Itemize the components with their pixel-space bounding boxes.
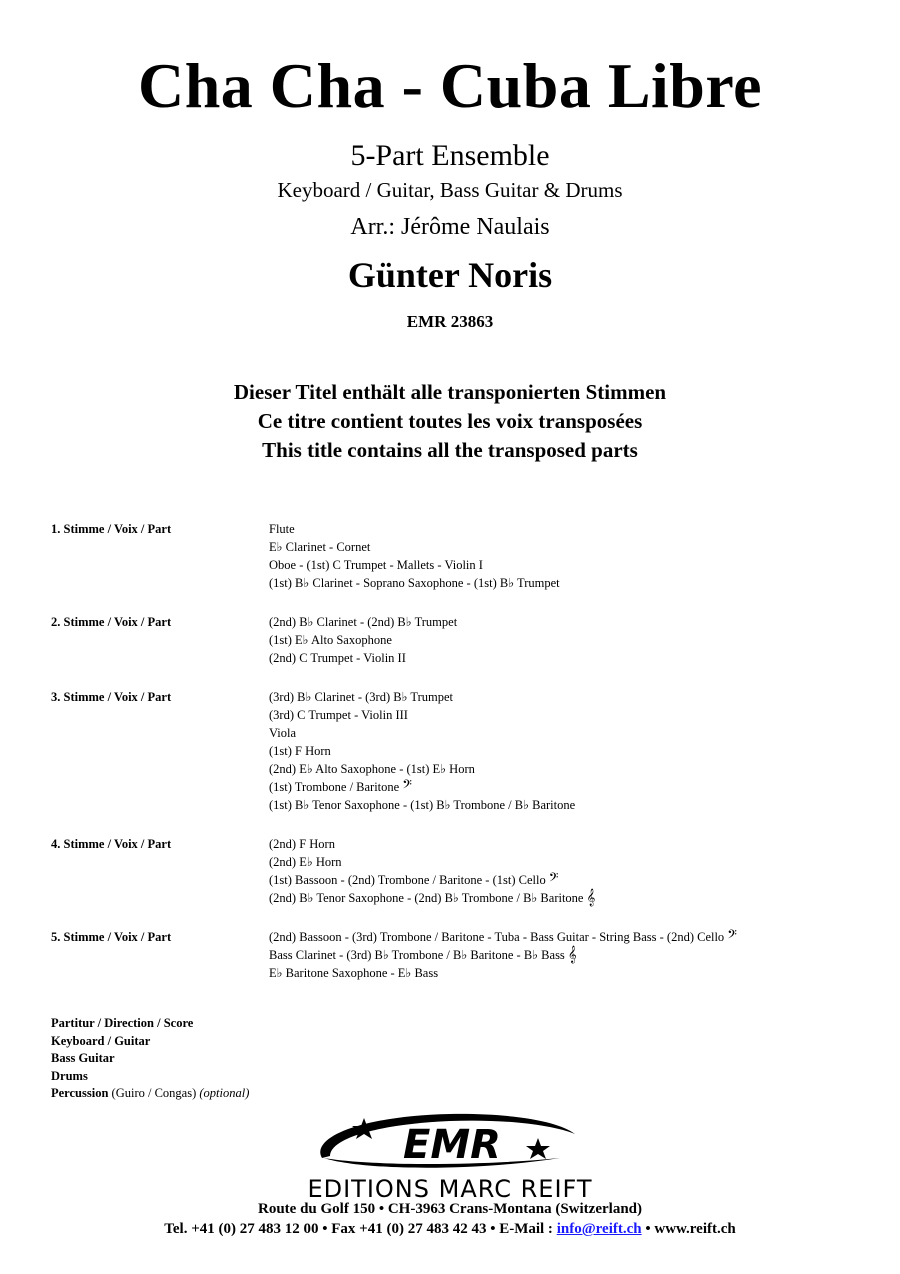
instrument-line: [269, 796, 575, 814]
notice-german: Dieser Titel enthält alle transponierten Stimmen: [233, 380, 667, 404]
part-instrument-list: [269, 928, 737, 982]
catalog-number: EMR 23863: [406, 312, 494, 331]
instrument-line: [269, 520, 560, 538]
instrument-line: [269, 742, 575, 760]
part-group: [51, 928, 871, 982]
instrument-line: [269, 574, 560, 592]
parts-list: [51, 520, 871, 1003]
instrument-line: [269, 538, 560, 556]
part-label: 5. Stimme / Voix / Part: [51, 930, 172, 944]
instrument-line: [269, 613, 457, 631]
part-label: 2. Stimme / Voix / Part: [51, 615, 172, 629]
bass-clef-icon: 𝄢: [402, 779, 412, 795]
instrument-name: (1st) Trombone / Baritone: [269, 780, 400, 794]
percussion-optional: (optional): [199, 1086, 250, 1100]
publisher-name: EDITIONS MARC REIFT: [307, 1175, 593, 1203]
instrument-name: E♭ Clarinet - Cornet: [269, 540, 371, 554]
part-instrument-list: [269, 613, 457, 667]
part-label: 1. Stimme / Voix / Part: [51, 522, 172, 536]
instrument-line: [269, 706, 575, 724]
percussion-part: [51, 1085, 249, 1103]
part-group: [51, 520, 871, 592]
contact-phone-fax: Tel. +41 (0) 27 483 12 00 • Fax +41 (0) 27 483 42 43 • E-Mail :: [164, 1221, 557, 1237]
publisher-address: Route du Golf 150 • CH-3963 Crans-Montana (Switzerland): [258, 1201, 642, 1217]
additional-parts: [51, 1015, 249, 1103]
part-group: [51, 688, 871, 814]
ensemble-type: 5-Part Ensemble: [350, 139, 550, 172]
bass-clef-icon: 𝄢: [727, 929, 737, 945]
instrument-name: (1st) B♭ Clarinet - Soprano Saxophone - (1st) B♭ Trumpet: [269, 576, 560, 590]
part-group: [51, 613, 871, 667]
piece-title: Cha Cha - Cuba Libre: [137, 50, 763, 121]
bass-guitar-part: Bass Guitar: [51, 1051, 115, 1065]
notice-french: Ce titre contient toutes les voix transposées: [257, 409, 643, 433]
instrument-line: [269, 853, 595, 871]
drums-part: Drums: [51, 1068, 88, 1083]
instrument-line: [269, 889, 595, 907]
instrument-line: [269, 724, 575, 742]
logo-text: EMR: [403, 1122, 501, 1168]
email-link[interactable]: info@reift.ch: [556, 1221, 642, 1237]
treble-clef-icon: 𝄞: [567, 947, 577, 963]
part-instrument-list: [269, 688, 575, 814]
instrument-name: Bass Clarinet - (3rd) B♭ Trombone / B♭ Baritone - B♭ Bass: [269, 948, 565, 962]
instrument-line: [269, 649, 457, 667]
contact-website: • www.reift.ch: [641, 1221, 736, 1237]
instrument-name: (2nd) F Horn: [269, 837, 335, 851]
instrument-line: [269, 964, 737, 982]
instrument-name: (2nd) E♭ Horn: [269, 855, 342, 869]
instrument-line: [269, 760, 575, 778]
instrument-name: (2nd) E♭ Alto Saxophone - (1st) E♭ Horn: [269, 762, 475, 776]
bass-clef-icon: 𝄢: [548, 872, 559, 888]
instrument-name: (2nd) C Trumpet - Violin II: [269, 651, 406, 665]
instrument-name: E♭ Baritone Saxophone - E♭ Bass: [269, 966, 439, 980]
composer: Günter Noris: [347, 255, 553, 295]
instrument-name: Flute: [269, 522, 295, 536]
instrument-line: [269, 778, 575, 796]
score-part: Partitur / Direction / Score: [51, 1016, 194, 1030]
instrument-line: [269, 688, 575, 706]
instrument-line: [269, 556, 560, 574]
instrument-line: [269, 631, 457, 649]
notice-english: This title contains all the transposed parts: [262, 438, 638, 462]
arranger: Arr.: Jérôme Naulais: [350, 214, 550, 240]
instrument-name: Oboe - (1st) C Trumpet - Mallets - Violin I: [269, 558, 483, 572]
percussion-label: Percussion: [51, 1086, 109, 1100]
instrumentation: Keyboard / Guitar, Bass Guitar & Drums: [277, 178, 623, 202]
part-instrument-list: [269, 520, 560, 592]
instrument-name: (3rd) C Trumpet - Violin III: [269, 708, 408, 722]
emr-logo: [300, 1108, 600, 1174]
instrument-name: (2nd) Bassoon - (3rd) Trombone / Baritone - Tuba - Bass Guitar - String Bass - (2nd) Cello: [269, 930, 725, 944]
star-icon: [526, 1138, 550, 1159]
instrument-line: [269, 946, 737, 964]
publisher-contact: [0, 1220, 900, 1238]
instrument-name: (1st) E♭ Alto Saxophone: [269, 633, 392, 647]
instrument-name: (1st) Bassoon - (2nd) Trombone / Baritone - (1st) Cello: [269, 873, 546, 887]
star-icon: [352, 1118, 376, 1139]
part-instrument-list: [269, 835, 595, 907]
instrument-line: [269, 871, 595, 889]
instrument-name: (2nd) B♭ Clarinet - (2nd) B♭ Trumpet: [269, 615, 458, 629]
instrument-name: (1st) F Horn: [269, 744, 331, 758]
treble-clef-icon: 𝄞: [586, 890, 596, 906]
keyboard-part: Keyboard / Guitar: [51, 1033, 151, 1048]
instrument-name: (1st) B♭ Tenor Saxophone - (1st) B♭ Trombone / B♭ Baritone: [269, 798, 576, 812]
instrument-name: (2nd) B♭ Tenor Saxophone - (2nd) B♭ Trombone / B♭ Baritone: [269, 891, 584, 905]
part-label: 4. Stimme / Voix / Part: [51, 837, 172, 851]
instrument-name: (3rd) B♭ Clarinet - (3rd) B♭ Trumpet: [269, 690, 453, 704]
part-label: 3. Stimme / Voix / Part: [51, 690, 172, 704]
part-group: [51, 835, 871, 907]
instrument-line: [269, 928, 737, 946]
transposed-parts-notice: [0, 378, 900, 465]
percussion-detail: (Guiro / Congas): [111, 1086, 197, 1100]
instrument-line: [269, 835, 595, 853]
instrument-name: Viola: [269, 726, 297, 740]
